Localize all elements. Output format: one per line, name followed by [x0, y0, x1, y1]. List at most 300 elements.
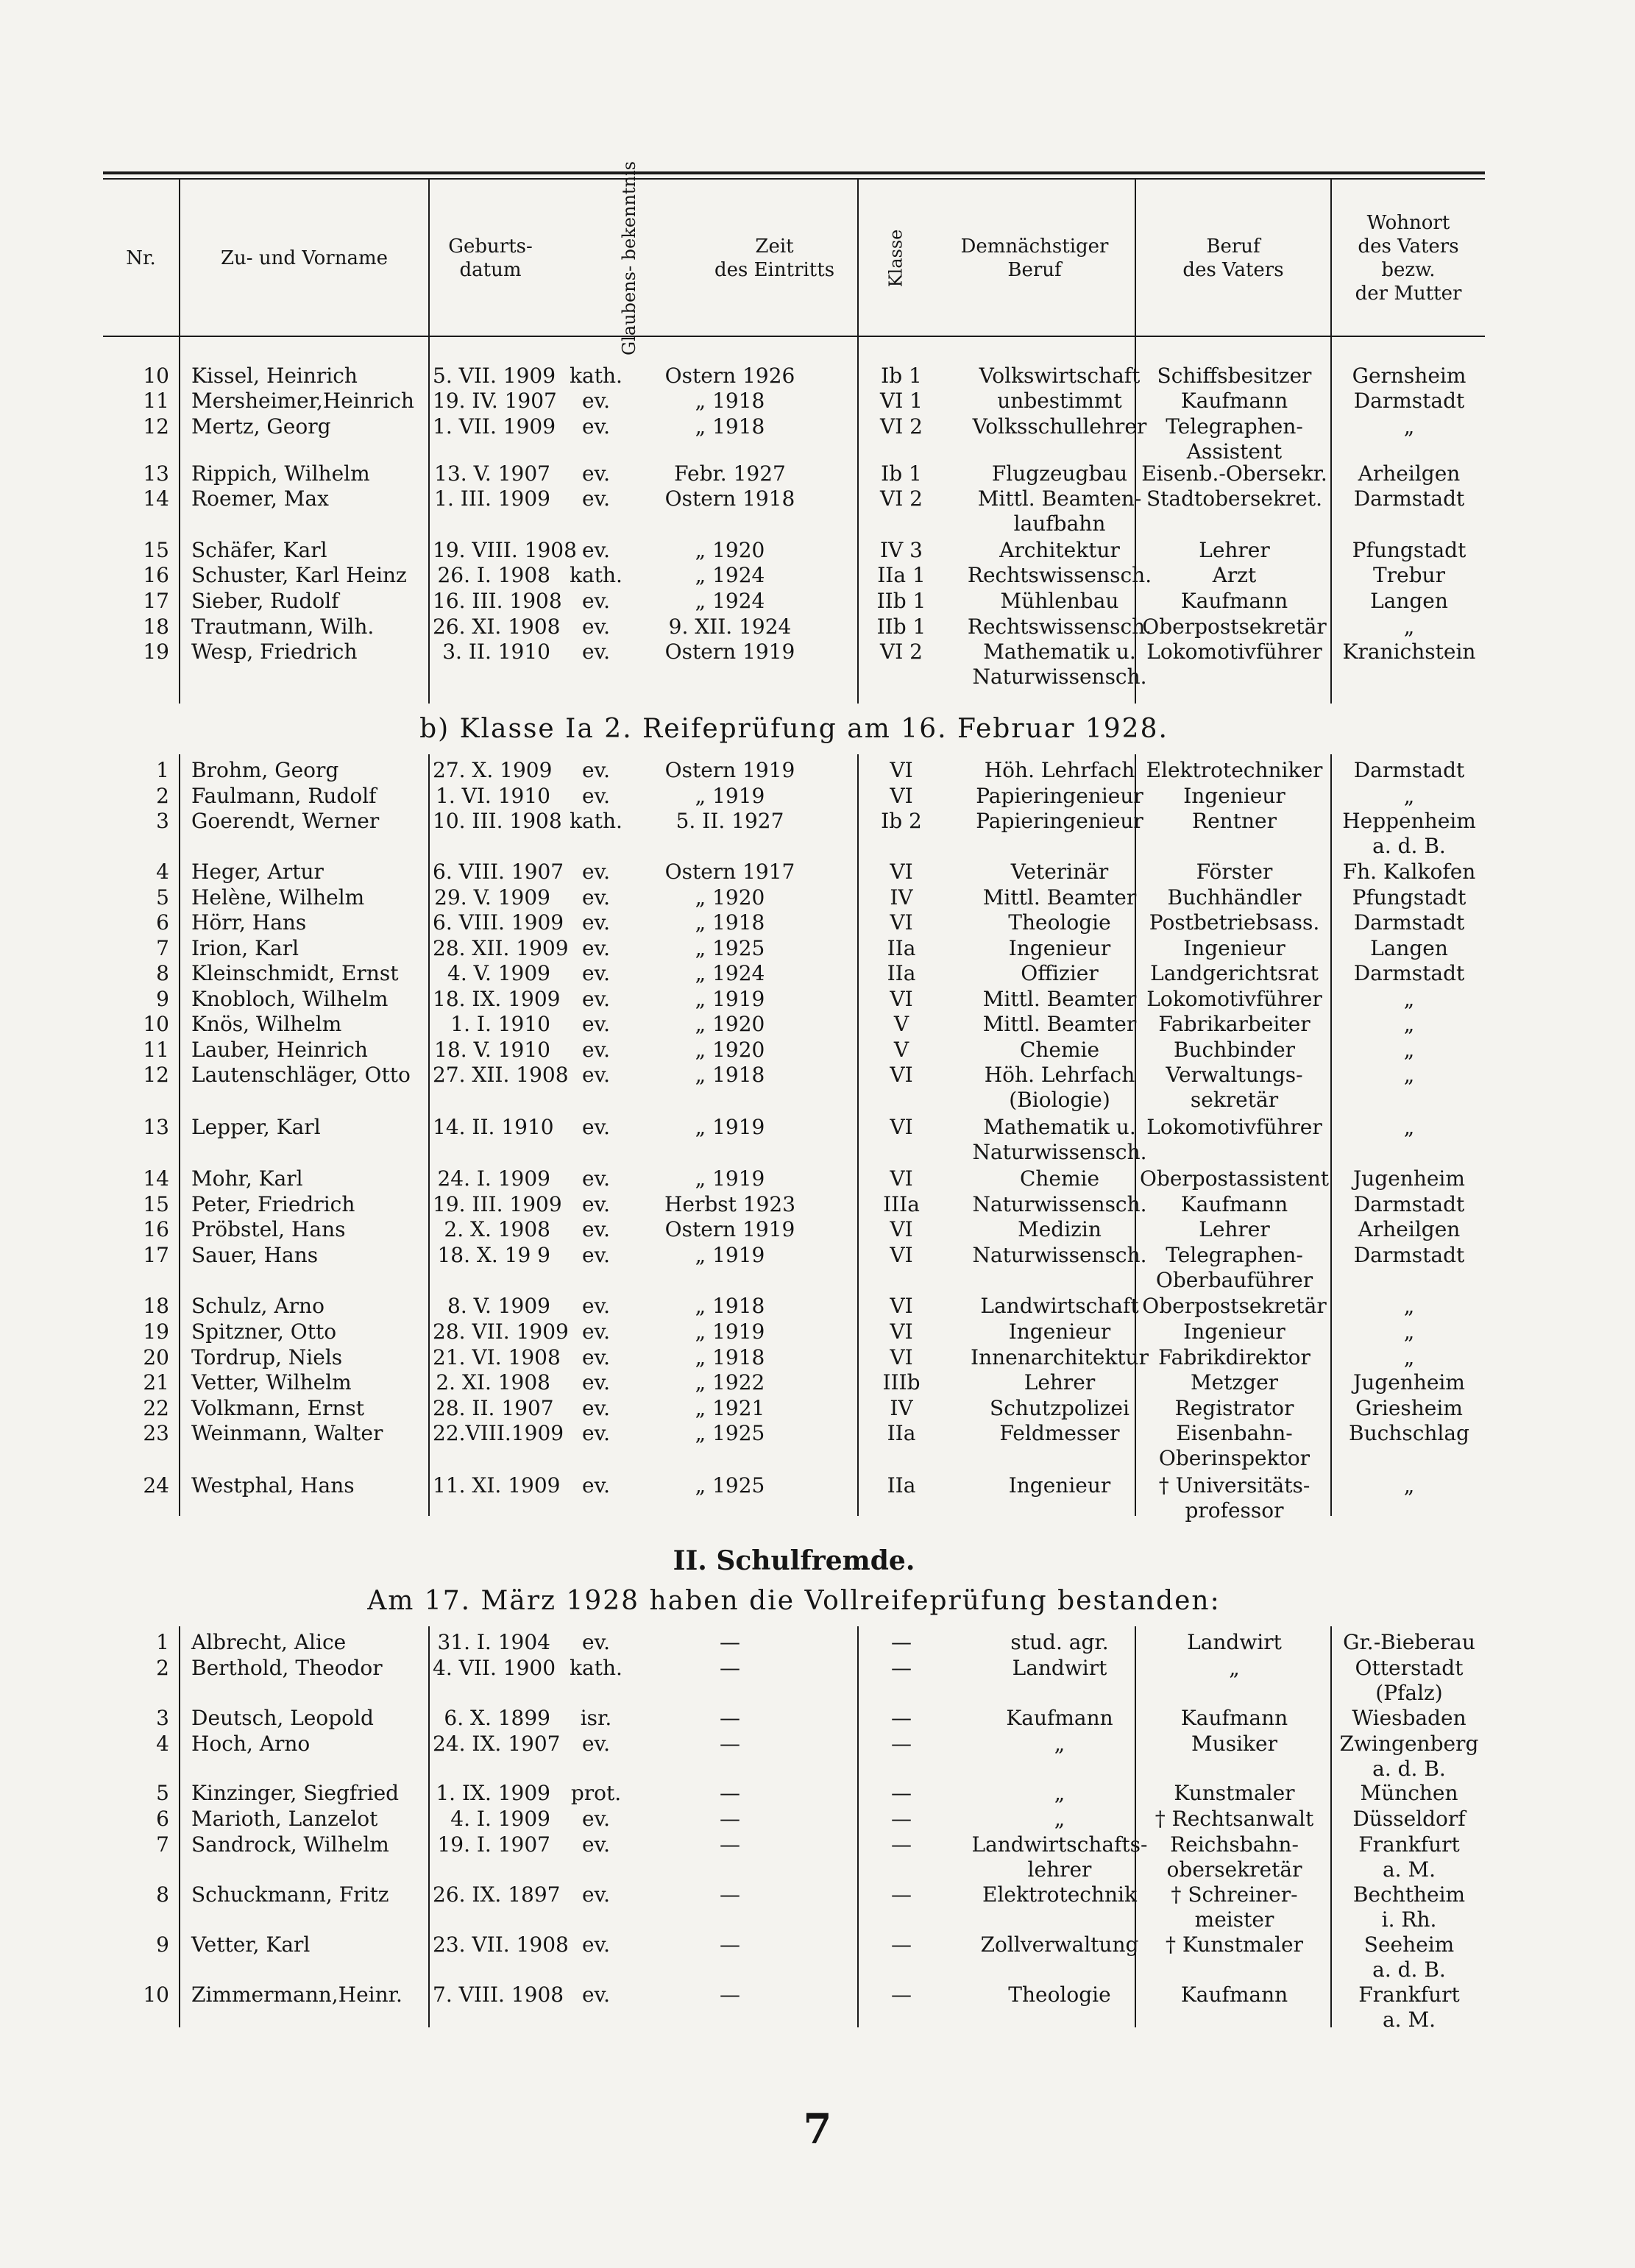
- table-row: [103, 1656, 1485, 1705]
- cell-wohn: Gr.-Bieberau: [1343, 1630, 1475, 1654]
- cell-wohn: Bechtheim i. Rh.: [1352, 1882, 1466, 1932]
- cell-date: 29. V. 1909: [434, 885, 550, 910]
- cell-beruf: Zollverwaltung: [980, 1932, 1139, 1957]
- cell-nr: 21: [143, 1370, 169, 1395]
- cell-nr: 4: [156, 1732, 169, 1756]
- table-row: [103, 614, 1485, 639]
- cell-date: 28. XII. 1909: [433, 936, 569, 960]
- cell-beruf: Chemie: [1019, 1038, 1100, 1062]
- cell-klasse: Ib 2: [881, 809, 922, 833]
- cell-name: Spitzner, Otto: [191, 1319, 337, 1344]
- cell-nr: 7: [156, 936, 169, 960]
- cell-beruf: Medizin: [1018, 1217, 1102, 1241]
- cell-rel: ev.: [582, 1832, 610, 1857]
- cell-name: Peter, Friedrich: [191, 1192, 355, 1216]
- cell-beruf: Naturwissensch.: [972, 1192, 1147, 1216]
- cell-name: Lepper, Karl: [191, 1115, 321, 1139]
- table-row: [103, 1732, 1485, 1781]
- cell-wohn: Jugenheim: [1353, 1166, 1465, 1191]
- cell-wohn: Kranichstein: [1342, 639, 1476, 664]
- cell-vater: Kaufmann: [1180, 589, 1288, 613]
- cell-date: 27. X. 1909: [433, 758, 553, 782]
- cell-klasse: —: [891, 1832, 912, 1857]
- cell-vater: Musiker: [1191, 1732, 1277, 1756]
- cell-date: 21. VI. 1908: [433, 1345, 561, 1369]
- cell-klasse: IIa: [887, 1421, 916, 1445]
- cell-rel: ev.: [582, 1063, 610, 1087]
- table-row: [103, 1421, 1485, 1470]
- cell-klasse: VI 1: [880, 389, 923, 413]
- cell-name: Sandrock, Wilhelm: [191, 1832, 389, 1857]
- header-religion: Glaubens- bekenntnis: [619, 160, 640, 356]
- cell-name: Mertz, Georg: [191, 414, 331, 439]
- cell-wohn: Griesheim: [1355, 1396, 1463, 1420]
- cell-nr: 11: [143, 1038, 169, 1062]
- cell-name: Westphal, Hans: [191, 1473, 355, 1498]
- cell-klasse: —: [891, 1932, 912, 1957]
- cell-rel: ev.: [582, 961, 610, 985]
- cell-vater: Reichsbahn- obersekretär: [1166, 1832, 1302, 1882]
- cell-nr: 13: [143, 1115, 169, 1139]
- cell-beruf: Rechtswissensch.: [967, 614, 1152, 639]
- cell-date: 28. VII. 1909: [433, 1319, 569, 1344]
- cell-klasse: VI: [890, 1063, 913, 1087]
- cell-vater: Lokomotivführer: [1146, 987, 1322, 1011]
- cell-entry: „ 1920: [695, 1038, 765, 1062]
- cell-nr: 16: [143, 1217, 169, 1241]
- table-row: [103, 486, 1485, 536]
- cell-date: 18. V. 1910: [434, 1038, 550, 1062]
- cell-klasse: VI 2: [880, 414, 923, 439]
- section-b-title: b) Klasse Ia 2. Reifeprüfung am 16. Februar 1928.: [419, 714, 1168, 744]
- cell-wohn: Darmstadt: [1353, 758, 1465, 782]
- cell-entry: „ 1920: [695, 885, 765, 910]
- cell-name: Tordrup, Niels: [191, 1345, 343, 1369]
- cell-wohn: Fh. Kalkofen: [1342, 860, 1476, 884]
- cell-name: Vetter, Wilhelm: [191, 1370, 352, 1395]
- cell-date: 4. V. 1909: [447, 961, 550, 985]
- cell-wohn: Gernsheim: [1352, 364, 1466, 388]
- cell-vater: Kunstmaler: [1174, 1781, 1295, 1805]
- cell-beruf: Theologie: [1008, 1982, 1111, 2007]
- cell-rel: prot.: [570, 1781, 622, 1805]
- cell-vater: † Kunstmaler: [1165, 1932, 1304, 1957]
- cell-vater: Fabrikdirektor: [1158, 1345, 1311, 1369]
- cell-rel: ev.: [582, 1473, 610, 1498]
- table-row: [103, 860, 1485, 885]
- cell-entry: „ 1921: [695, 1396, 765, 1420]
- table-row: [103, 1882, 1485, 1932]
- cell-name: Sieber, Rudolf: [191, 589, 339, 613]
- cell-vater: Elektrotechniker: [1146, 758, 1323, 782]
- cell-entry: Ostern 1917: [664, 860, 795, 884]
- cell-nr: 4: [156, 860, 169, 884]
- cell-klasse: VI 2: [880, 486, 923, 511]
- cell-wohn: „: [1403, 1473, 1415, 1498]
- table-row: [103, 1115, 1485, 1164]
- cell-name: Schuckmann, Fritz: [191, 1882, 389, 1907]
- cell-name: Sauer, Hans: [191, 1243, 319, 1267]
- cell-entry: —: [720, 1656, 740, 1680]
- cell-beruf: Theologie: [1008, 910, 1111, 935]
- cell-klasse: V: [893, 1038, 909, 1062]
- cell-rel: ev.: [582, 1807, 610, 1831]
- table-row: [103, 1063, 1485, 1112]
- cell-entry: „ 1919: [695, 1166, 765, 1191]
- table-row: [103, 1012, 1485, 1037]
- cell-klasse: VI: [890, 987, 913, 1011]
- cell-vater: Ingenieur: [1183, 936, 1285, 960]
- cell-name: Kissel, Heinrich: [191, 364, 358, 388]
- cell-wohn: Frankfurt a. M.: [1358, 1832, 1460, 1882]
- cell-wohn: „: [1403, 987, 1415, 1011]
- cell-vater: Fabrikarbeiter: [1158, 1012, 1311, 1036]
- cell-wohn: „: [1403, 784, 1415, 808]
- cell-klasse: VI: [890, 1319, 913, 1344]
- cell-vater: Lehrer: [1199, 1217, 1270, 1241]
- cell-klasse: VI: [890, 758, 913, 782]
- cell-klasse: —: [891, 1656, 912, 1680]
- cell-beruf: Höh. Lehrfach (Biologie): [984, 1063, 1135, 1112]
- cell-wohn: Wiesbaden: [1352, 1706, 1466, 1730]
- cell-wohn: Darmstadt: [1353, 486, 1465, 511]
- cell-klasse: VI: [890, 1243, 913, 1267]
- cell-wohn: Buchschlag: [1349, 1421, 1469, 1445]
- cell-date: 7. VIII. 1908: [433, 1982, 564, 2007]
- cell-beruf: Offizier: [1021, 961, 1099, 985]
- cell-wohn: „: [1403, 414, 1415, 439]
- cell-nr: 3: [156, 1706, 169, 1730]
- cell-rel: ev.: [582, 589, 610, 613]
- cell-name: Kleinschmidt, Ernst: [191, 961, 399, 985]
- cell-rel: kath.: [570, 809, 623, 833]
- table-row: [103, 461, 1485, 486]
- cell-rel: ev.: [582, 1345, 610, 1369]
- cell-vater: Landgerichtsrat: [1150, 961, 1319, 985]
- cell-wohn: Otterstadt (Pfalz): [1355, 1656, 1464, 1705]
- table-row: [103, 1396, 1485, 1421]
- cell-beruf: Papieringenieur: [976, 809, 1143, 833]
- cell-name: Kinzinger, Siegfried: [191, 1781, 400, 1805]
- cell-entry: „ 1919: [695, 1115, 765, 1139]
- cell-nr: 6: [156, 1807, 169, 1831]
- cell-entry: —: [720, 1807, 740, 1831]
- page-number: 7: [803, 2105, 832, 2153]
- table-row: [103, 1319, 1485, 1344]
- cell-date: 22.VIII.1909: [433, 1421, 564, 1445]
- cell-klasse: VI 2: [880, 639, 923, 664]
- cell-rel: ev.: [582, 414, 610, 439]
- cell-wohn: Langen: [1370, 589, 1448, 613]
- cell-wohn: „: [1403, 1294, 1415, 1318]
- cell-vater: Eisenb.-Obersekr.: [1141, 461, 1327, 486]
- table-row: [103, 784, 1485, 809]
- cell-rel: kath.: [570, 364, 623, 388]
- cell-klasse: IIIb: [882, 1370, 921, 1395]
- cell-klasse: —: [891, 1781, 912, 1805]
- cell-beruf: Feldmesser: [999, 1421, 1120, 1445]
- cell-rel: ev.: [582, 1370, 610, 1395]
- cell-vater: Kaufmann: [1180, 389, 1288, 413]
- cell-date: 19. IV. 1907: [433, 389, 557, 413]
- cell-vater: Lokomotivführer: [1146, 639, 1322, 664]
- cell-name: Rippich, Wilhelm: [191, 461, 370, 486]
- cell-vater: Förster: [1196, 860, 1273, 884]
- cell-klasse: VI: [890, 784, 913, 808]
- cell-rel: ev.: [582, 1932, 610, 1957]
- cell-date: 1. IX. 1909: [436, 1781, 550, 1805]
- table-row: [103, 1982, 1485, 2032]
- cell-wohn: „: [1403, 1345, 1415, 1369]
- section-2-subtitle: Am 17. März 1928 haben die Vollreifeprüfung bestanden:: [367, 1586, 1221, 1616]
- cell-vater: Telegraphen- Assistent: [1166, 414, 1303, 464]
- cell-name: Deutsch, Leopold: [191, 1706, 374, 1730]
- cell-vater: Schiffsbesitzer: [1157, 364, 1312, 388]
- cell-rel: ev.: [582, 461, 610, 486]
- cell-date: 18. X. 19 9: [437, 1243, 550, 1267]
- cell-date: 1. I. 1910: [450, 1012, 550, 1036]
- cell-name: Faulmann, Rudolf: [191, 784, 377, 808]
- cell-name: Trautmann, Wilh.: [191, 614, 375, 639]
- cell-name: Mersheimer,Heinrich: [191, 389, 414, 413]
- cell-nr: 15: [143, 538, 169, 562]
- header-rule: [103, 336, 1485, 337]
- cell-rel: ev.: [582, 486, 610, 511]
- cell-klasse: IIa: [887, 936, 916, 960]
- cell-vater: Buchhändler: [1167, 885, 1302, 910]
- cell-entry: —: [720, 1982, 740, 2007]
- cell-nr: 19: [143, 639, 169, 664]
- cell-wohn: „: [1403, 1319, 1415, 1344]
- header-entry: Zeit des Eintritts: [714, 235, 835, 281]
- cell-name: Knös, Wilhelm: [191, 1012, 342, 1036]
- cell-nr: 5: [156, 1781, 169, 1805]
- cell-beruf: Ingenieur: [1008, 1319, 1111, 1344]
- cell-wohn: Zwingenberg a. d. B.: [1339, 1732, 1479, 1781]
- cell-entry: 5. II. 1927: [675, 809, 784, 833]
- cell-name: Mohr, Karl: [191, 1166, 303, 1191]
- cell-wohn: Heppenheim a. d. B.: [1342, 809, 1476, 858]
- cell-nr: 5: [156, 885, 169, 910]
- cell-vater: Registrator: [1174, 1396, 1294, 1420]
- cell-nr: 3: [156, 809, 169, 833]
- cell-beruf: Mittl. Beamter: [982, 885, 1137, 910]
- cell-vater: Kaufmann: [1180, 1192, 1288, 1216]
- cell-rel: ev.: [582, 1012, 610, 1036]
- cell-date: 26. IX. 1897: [433, 1882, 561, 1907]
- table-row: [103, 1217, 1485, 1242]
- cell-nr: 1: [156, 1630, 169, 1654]
- table-row: [103, 1243, 1485, 1292]
- cell-nr: 10: [143, 1982, 169, 2007]
- cell-entry: „ 1918: [695, 1345, 765, 1369]
- cell-vater: Oberpostassistent: [1139, 1166, 1330, 1191]
- table-row: [103, 1345, 1485, 1370]
- cell-rel: ev.: [582, 614, 610, 639]
- cell-klasse: VI: [890, 1217, 913, 1241]
- cell-vater: Ingenieur: [1183, 1319, 1285, 1344]
- cell-rel: ev.: [582, 1243, 610, 1267]
- cell-name: Pröbstel, Hans: [191, 1217, 346, 1241]
- cell-wohn: Pfungstadt: [1352, 538, 1466, 562]
- cell-date: 26. I. 1908: [437, 563, 550, 587]
- table-row: [103, 639, 1485, 689]
- cell-nr: 23: [143, 1421, 169, 1445]
- cell-klasse: IIb 1: [876, 614, 926, 639]
- cell-beruf: Papieringenieur: [976, 784, 1143, 808]
- cell-wohn: Trebur: [1373, 563, 1445, 587]
- cell-rel: ev.: [582, 910, 610, 935]
- cell-wohn: Darmstadt: [1353, 1243, 1465, 1267]
- cell-entry: Ostern 1926: [664, 364, 795, 388]
- table-row: [103, 961, 1485, 986]
- cell-nr: 6: [156, 910, 169, 935]
- cell-nr: 18: [143, 614, 169, 639]
- cell-beruf: Mathematik u. Naturwissensch.: [972, 1115, 1147, 1164]
- table-row: [103, 589, 1485, 614]
- cell-name: Albrecht, Alice: [191, 1630, 347, 1654]
- cell-rel: ev.: [582, 1115, 610, 1139]
- cell-name: Weinmann, Walter: [191, 1421, 383, 1445]
- cell-name: Goerendt, Werner: [191, 809, 380, 833]
- cell-beruf: Architektur: [999, 538, 1120, 562]
- cell-beruf: Volksschullehrer: [972, 414, 1147, 439]
- cell-rel: ev.: [582, 936, 610, 960]
- table-row: [103, 364, 1485, 389]
- table-row: [103, 758, 1485, 783]
- cell-name: Wesp, Friedrich: [191, 639, 358, 664]
- cell-beruf: stud. agr.: [1010, 1630, 1109, 1654]
- cell-vater: „: [1229, 1656, 1240, 1680]
- header-residence: Wohnort des Vaters bezw. der Mutter: [1355, 212, 1462, 305]
- cell-date: 13. V. 1907: [434, 461, 550, 486]
- cell-name: Heger, Artur: [191, 860, 324, 884]
- cell-vater: Oberpostsekretär: [1142, 614, 1327, 639]
- cell-name: Marioth, Lanzelot: [191, 1807, 378, 1831]
- cell-beruf: Kaufmann: [1006, 1706, 1113, 1730]
- cell-vater: Kaufmann: [1180, 1982, 1288, 2007]
- cell-date: 19. I. 1907: [437, 1832, 550, 1857]
- cell-klasse: IV: [890, 1396, 913, 1420]
- cell-date: 24. I. 1909: [437, 1166, 550, 1191]
- cell-date: 4. I. 1909: [450, 1807, 550, 1831]
- cell-vater: Stadtobersekret.: [1146, 486, 1323, 511]
- table-row: [103, 1294, 1485, 1319]
- table-row: [103, 1630, 1485, 1655]
- cell-beruf: Veterinär: [1010, 860, 1109, 884]
- cell-date: 6. VIII. 1907: [433, 860, 564, 884]
- table-row: [103, 809, 1485, 858]
- cell-entry: —: [720, 1932, 740, 1957]
- cell-date: 26. XI. 1908: [433, 614, 561, 639]
- table-row: [103, 538, 1485, 563]
- cell-date: 16. III. 1908: [433, 589, 562, 613]
- cell-entry: —: [720, 1781, 740, 1805]
- cell-beruf: Rechtswissensch.: [967, 563, 1152, 587]
- cell-vater: Postbetriebsass.: [1149, 910, 1320, 935]
- cell-beruf: Elektrotechnik: [982, 1882, 1137, 1907]
- cell-name: Zimmermann,Heinr.: [191, 1982, 402, 2007]
- cell-klasse: VI: [890, 1115, 913, 1139]
- cell-entry: Ostern 1919: [664, 758, 795, 782]
- cell-klasse: V: [893, 1012, 909, 1036]
- cell-entry: „ 1919: [695, 1319, 765, 1344]
- cell-wohn: „: [1403, 1063, 1415, 1087]
- table-row: [103, 1192, 1485, 1217]
- cell-rel: ev.: [582, 538, 610, 562]
- cell-date: 28. II. 1907: [433, 1396, 554, 1420]
- cell-rel: ev.: [582, 1217, 610, 1241]
- cell-nr: 9: [156, 1932, 169, 1957]
- cell-rel: ev.: [582, 1166, 610, 1191]
- cell-entry: „ 1922: [695, 1370, 765, 1395]
- cell-wohn: Darmstadt: [1353, 910, 1465, 935]
- table-row: [103, 389, 1485, 414]
- cell-date: 5. VII. 1909: [433, 364, 556, 388]
- cell-klasse: —: [891, 1732, 912, 1756]
- cell-beruf: Mittl. Beamter: [982, 987, 1137, 1011]
- cell-vater: Ingenieur: [1183, 784, 1285, 808]
- cell-vater: † Schreiner- meister: [1171, 1882, 1298, 1932]
- cell-name: Vetter, Karl: [191, 1932, 311, 1957]
- cell-nr: 14: [143, 1166, 169, 1191]
- cell-vater: Lehrer: [1199, 538, 1270, 562]
- cell-vater: Arzt: [1212, 563, 1257, 587]
- cell-date: 8. V. 1909: [447, 1294, 550, 1318]
- cell-wohn: Darmstadt: [1353, 1192, 1465, 1216]
- cell-rel: ev.: [582, 1396, 610, 1420]
- table-row: [103, 1166, 1485, 1191]
- cell-entry: „ 1920: [695, 538, 765, 562]
- cell-wohn: Düsseldorf: [1352, 1807, 1466, 1831]
- cell-entry: „ 1918: [695, 414, 765, 439]
- cell-nr: 2: [156, 784, 169, 808]
- cell-klasse: IIIa: [883, 1192, 920, 1216]
- cell-nr: 2: [156, 1656, 169, 1680]
- table-row: [103, 936, 1485, 961]
- header-name: Zu- und Vorname: [220, 247, 389, 269]
- top-rule: [103, 171, 1485, 174]
- cell-entry: „ 1920: [695, 1012, 765, 1036]
- cell-entry: —: [720, 1832, 740, 1857]
- cell-nr: 17: [143, 1243, 169, 1267]
- cell-klasse: —: [891, 1807, 912, 1831]
- cell-vater: Verwaltungs- sekretär: [1166, 1063, 1303, 1112]
- cell-entry: „ 1925: [695, 1473, 765, 1498]
- cell-date: 2. X. 1908: [444, 1217, 550, 1241]
- cell-date: 3. II. 1910: [442, 639, 550, 664]
- cell-klasse: IV 3: [880, 538, 923, 562]
- cell-entry: „ 1918: [695, 389, 765, 413]
- cell-rel: ev.: [582, 860, 610, 884]
- cell-nr: 17: [143, 589, 169, 613]
- cell-klasse: —: [891, 1982, 912, 2007]
- cell-entry: 9. XII. 1924: [668, 614, 792, 639]
- cell-beruf: Ingenieur: [1008, 1473, 1111, 1498]
- cell-nr: 15: [143, 1192, 169, 1216]
- table-row: [103, 563, 1485, 588]
- table-row: [103, 414, 1485, 464]
- cell-klasse: IV: [890, 885, 913, 910]
- cell-entry: „ 1919: [695, 1243, 765, 1267]
- cell-nr: 1: [156, 758, 169, 782]
- cell-vater: † Universitäts- professor: [1158, 1473, 1311, 1523]
- cell-beruf: Landwirtschafts- lehrer: [971, 1832, 1148, 1882]
- cell-nr: 10: [143, 1012, 169, 1036]
- cell-wohn: Seeheim a. d. B.: [1363, 1932, 1455, 1982]
- cell-wohn: Arheilgen: [1358, 461, 1461, 486]
- cell-name: Berthold, Theodor: [191, 1656, 383, 1680]
